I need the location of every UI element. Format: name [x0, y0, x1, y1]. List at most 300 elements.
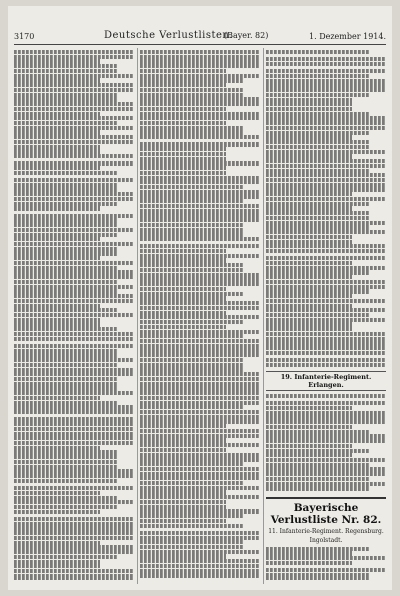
- text-line: [14, 149, 100, 153]
- text-line: [140, 176, 260, 180]
- issue-date: 1. Dezember 1914.: [309, 32, 386, 41]
- text-line: [266, 308, 386, 312]
- text-line: [140, 330, 260, 334]
- text-line: [140, 306, 260, 310]
- text-line: [140, 88, 243, 92]
- text-line: [266, 449, 369, 453]
- text-line: [266, 178, 386, 182]
- text-line: [14, 166, 100, 170]
- text-line: [266, 235, 352, 239]
- text-line: [14, 555, 117, 559]
- text-line: [140, 348, 260, 352]
- text-line: [266, 135, 352, 139]
- text-line: [266, 561, 352, 565]
- casualty-list-block: [266, 394, 386, 491]
- text-line: [266, 270, 369, 274]
- text-line: [266, 327, 352, 331]
- text-line: [140, 495, 260, 499]
- text-line: [266, 472, 386, 476]
- text-line: [14, 344, 134, 348]
- text-line: [140, 78, 243, 82]
- text-line: [140, 500, 226, 504]
- text-line: [140, 185, 243, 189]
- text-line: [140, 367, 243, 371]
- text-line: [266, 337, 386, 341]
- text-line: [14, 455, 117, 459]
- text-line: [140, 268, 243, 272]
- text-line: [266, 145, 369, 149]
- text-line: [14, 64, 117, 68]
- text-line: [140, 126, 243, 130]
- text-line: [140, 415, 260, 419]
- text-line: [266, 266, 386, 270]
- text-line: [266, 159, 386, 163]
- text-line: [140, 190, 260, 194]
- text-line: [266, 482, 386, 486]
- text-line: [140, 249, 226, 253]
- newspaper-page: [8, 6, 392, 590]
- text-line: [14, 417, 134, 421]
- text-line: [140, 429, 260, 433]
- text-line: [266, 249, 386, 253]
- text-line: [140, 74, 260, 78]
- text-line: [266, 173, 386, 177]
- text-line: [140, 180, 260, 184]
- text-line: [266, 221, 386, 225]
- text-column-2: [140, 50, 260, 580]
- text-line: [14, 372, 134, 376]
- text-line: [14, 446, 100, 450]
- text-line: [14, 505, 117, 509]
- text-line: [140, 405, 243, 409]
- text-line: [14, 526, 134, 530]
- text-line: [14, 294, 134, 298]
- text-line: [14, 233, 117, 237]
- text-line: [140, 218, 260, 222]
- text-line: [266, 206, 352, 210]
- text-line: [140, 569, 260, 573]
- text-line: [14, 206, 100, 210]
- text-line: [14, 377, 117, 381]
- text-line: [14, 560, 100, 564]
- text-line: [14, 74, 134, 78]
- text-line: [140, 147, 226, 151]
- text-line: [140, 325, 226, 329]
- text-line: [14, 88, 134, 92]
- text-line: [14, 450, 117, 454]
- casualty-list-block: [266, 50, 386, 367]
- text-line: [140, 509, 260, 513]
- text-line: [140, 457, 260, 461]
- text-line: [14, 465, 117, 469]
- text-line: [14, 214, 134, 218]
- text-line: [14, 154, 134, 158]
- text-line: [140, 519, 226, 523]
- text-line: [140, 391, 260, 395]
- text-line: [266, 192, 352, 196]
- text-line: [14, 391, 134, 395]
- text-line: [14, 401, 117, 405]
- text-line: [14, 422, 134, 426]
- text-line: [266, 547, 369, 551]
- text-line: [140, 443, 260, 447]
- text-line: [266, 430, 369, 434]
- text-line: [14, 55, 134, 59]
- text-line: [140, 263, 243, 267]
- text-line: [140, 545, 243, 549]
- text-line: [140, 386, 260, 390]
- text-line: [266, 202, 369, 206]
- text-line: [266, 285, 386, 289]
- text-line: [14, 486, 134, 490]
- text-line: [14, 237, 100, 241]
- text-line: [140, 112, 260, 116]
- text-line: [140, 130, 243, 134]
- text-line: [14, 140, 134, 144]
- text-line: [266, 225, 369, 229]
- column-divider: [263, 48, 264, 584]
- text-line: [140, 171, 226, 175]
- text-line: [140, 486, 260, 490]
- text-line: [14, 541, 100, 545]
- text-line: [14, 59, 100, 63]
- text-line: [14, 308, 117, 312]
- text-line: [14, 228, 134, 232]
- text-line: [14, 318, 100, 322]
- text-line: [14, 574, 134, 578]
- text-line: [14, 78, 100, 82]
- text-line: [14, 178, 134, 182]
- text-line: [266, 50, 369, 54]
- text-line: [14, 107, 134, 111]
- text-line: [140, 536, 260, 540]
- text-line: [14, 261, 134, 265]
- text-line: [14, 322, 100, 326]
- text-line: [266, 62, 386, 66]
- text-line: [266, 351, 386, 355]
- text-line: [140, 554, 226, 558]
- text-line: [140, 287, 226, 291]
- text-line: [14, 327, 117, 331]
- text-line: [140, 292, 243, 296]
- text-line: [266, 112, 369, 116]
- text-line: [14, 102, 134, 106]
- text-line: [266, 261, 352, 265]
- text-line: [140, 550, 260, 554]
- text-line: [140, 524, 243, 528]
- text-line: [14, 130, 100, 134]
- text-line: [14, 479, 117, 483]
- text-line: [140, 223, 243, 227]
- text-line: [140, 505, 226, 509]
- text-line: [140, 540, 243, 544]
- text-line: [266, 131, 369, 135]
- text-line: [266, 256, 386, 260]
- text-line: [14, 550, 134, 554]
- text-line: [140, 152, 226, 156]
- text-line: [140, 204, 260, 208]
- text-line: [266, 406, 352, 410]
- text-line: [266, 332, 386, 336]
- text-line: [14, 161, 134, 165]
- text-line: [140, 59, 260, 63]
- text-line: [140, 377, 260, 381]
- text-line: [14, 304, 100, 308]
- text-line: [14, 266, 117, 270]
- text-line: [140, 232, 243, 236]
- text-line: [140, 107, 226, 111]
- text-line: [266, 275, 352, 279]
- text-line: [140, 161, 260, 165]
- text-line: [140, 424, 226, 428]
- text-line: [14, 564, 100, 568]
- text-line: [14, 242, 134, 246]
- text-line: [14, 460, 117, 464]
- text-line: [14, 349, 117, 353]
- text-line: [14, 197, 134, 201]
- column-divider: [137, 48, 138, 584]
- text-line: [140, 296, 226, 300]
- text-line: [14, 405, 134, 409]
- text-line: [266, 363, 386, 367]
- text-line: [14, 126, 134, 130]
- text-line: [140, 382, 260, 386]
- text-line: [140, 531, 260, 535]
- text-line: [266, 573, 369, 577]
- text-line: [266, 346, 386, 350]
- text-line: [140, 490, 226, 494]
- text-line: [266, 453, 352, 457]
- text-line: [14, 69, 117, 73]
- text-line: [14, 145, 100, 149]
- page-number: 3170: [14, 32, 35, 41]
- text-line: [140, 97, 260, 101]
- text-line: [266, 102, 352, 106]
- casualty-list-block: [266, 547, 386, 580]
- text-line: [266, 415, 386, 419]
- text-line: [14, 427, 134, 431]
- text-line: [140, 396, 260, 400]
- text-line: [266, 79, 386, 83]
- text-line: [266, 107, 352, 111]
- text-line: [140, 358, 243, 362]
- text-line: [266, 318, 386, 322]
- text-line: [266, 154, 352, 158]
- text-line: [14, 299, 134, 303]
- text-line: [266, 411, 386, 415]
- text-line: [14, 50, 134, 54]
- text-line: [14, 135, 134, 139]
- text-line: [266, 341, 386, 345]
- text-line: [140, 64, 260, 68]
- text-line: [266, 439, 386, 443]
- text-line: [140, 434, 260, 438]
- text-line: [14, 536, 134, 540]
- text-line: [14, 183, 117, 187]
- text-line: [140, 244, 260, 248]
- text-line: [266, 486, 369, 490]
- text-line: [266, 299, 386, 303]
- text-line: [140, 573, 260, 577]
- text-line: [140, 334, 243, 338]
- text-line: [266, 304, 352, 308]
- text-line: [266, 358, 386, 362]
- text-line: [266, 434, 386, 438]
- text-line: [14, 218, 117, 222]
- text-line: [14, 187, 117, 191]
- text-line: [14, 517, 134, 521]
- regiment-heading: 19. Infanterie-Regiment. Erlangen.: [266, 371, 386, 391]
- text-line: [266, 230, 386, 234]
- text-line: [140, 50, 260, 54]
- text-line: [266, 458, 386, 462]
- text-line: [140, 564, 260, 568]
- text-line: [266, 57, 386, 61]
- text-line: [14, 569, 134, 573]
- text-line: [14, 93, 117, 97]
- text-line: [266, 187, 386, 191]
- text-line: [140, 102, 260, 106]
- text-line: [140, 472, 260, 476]
- text-line: [14, 353, 117, 357]
- text-line: [140, 315, 260, 319]
- text-line: [266, 74, 369, 78]
- text-line: [14, 531, 134, 535]
- text-line: [140, 209, 260, 213]
- text-line: [266, 244, 386, 248]
- text-line: [266, 577, 369, 580]
- text-line: [14, 247, 117, 251]
- text-line: [14, 368, 134, 372]
- text-line: [14, 474, 134, 478]
- list-subtitle-location: Ingolstadt.: [309, 536, 343, 544]
- text-line: [266, 556, 386, 560]
- text-line: [14, 496, 117, 500]
- edition-label: (Bayer. 82): [224, 31, 269, 40]
- text-line: [266, 551, 352, 555]
- text-line: [266, 121, 386, 125]
- text-line: [14, 578, 134, 580]
- text-line: [14, 97, 117, 101]
- text-line: [14, 545, 134, 549]
- text-line: [140, 301, 260, 305]
- text-line: [14, 358, 134, 362]
- text-line: [14, 223, 117, 227]
- text-line: [266, 463, 369, 467]
- text-line: [266, 216, 369, 220]
- text-line: [266, 98, 352, 102]
- text-line: [140, 121, 226, 125]
- text-line: [140, 142, 260, 146]
- text-line: [140, 401, 260, 405]
- text-line: [140, 363, 243, 367]
- text-line: [140, 453, 260, 457]
- text-line: [140, 93, 243, 97]
- text-line: [14, 332, 134, 336]
- text-line: [14, 410, 134, 414]
- text-line: [14, 386, 117, 390]
- text-line: [14, 432, 134, 436]
- text-line: [266, 69, 386, 73]
- text-line: [266, 425, 352, 429]
- text-line: [140, 228, 243, 232]
- text-line: [266, 169, 369, 173]
- text-line: [14, 363, 117, 367]
- text-line: [14, 251, 117, 255]
- text-line: [266, 289, 369, 293]
- text-line: [140, 481, 243, 485]
- text-line: [14, 469, 134, 473]
- text-line: [14, 436, 134, 440]
- text-line: [14, 382, 117, 386]
- text-line: [266, 88, 386, 92]
- text-line: [14, 441, 134, 445]
- text-line: [14, 112, 100, 116]
- text-line: [140, 69, 226, 73]
- text-line: [14, 256, 100, 260]
- text-line: [140, 199, 243, 203]
- text-line: [266, 197, 386, 201]
- text-line: [140, 166, 226, 170]
- text-line: [140, 237, 260, 241]
- text-line: [140, 254, 260, 258]
- text-line: [266, 150, 386, 154]
- text-line: [266, 280, 386, 284]
- text-line: [266, 294, 352, 298]
- text-column-3: [266, 50, 386, 580]
- text-line: [140, 339, 260, 343]
- text-line: [14, 337, 134, 341]
- text-line: [14, 116, 134, 120]
- text-line: [140, 320, 243, 324]
- text-line: [140, 467, 260, 471]
- text-line: [140, 448, 226, 452]
- text-line: [266, 568, 386, 572]
- text-line: [140, 410, 260, 414]
- page-header: [14, 30, 386, 44]
- text-line: [14, 285, 134, 289]
- text-line: [266, 116, 386, 120]
- text-line: [140, 311, 226, 315]
- text-line: [140, 344, 260, 348]
- text-line: [14, 500, 134, 504]
- text-line: [140, 116, 260, 120]
- text-line: [140, 462, 243, 466]
- text-line: [14, 510, 100, 514]
- text-line: [14, 289, 117, 293]
- text-column-1: [14, 50, 134, 580]
- text-line: [140, 157, 226, 161]
- text-line: [266, 183, 386, 187]
- text-line: [14, 275, 134, 279]
- text-line: [140, 83, 226, 87]
- text-line: [266, 313, 369, 317]
- text-line: [266, 444, 352, 448]
- text-line: [140, 213, 260, 217]
- text-line: [266, 93, 369, 97]
- text-line: [266, 240, 352, 244]
- text-line: [140, 419, 260, 423]
- text-line: [140, 273, 260, 277]
- text-line: [266, 477, 369, 481]
- text-line: [266, 140, 369, 144]
- text-line: [266, 322, 352, 326]
- text-line: [266, 394, 386, 398]
- text-line: [14, 280, 117, 284]
- text-line: [14, 313, 134, 317]
- text-line: [140, 476, 260, 480]
- text-line: [266, 401, 386, 405]
